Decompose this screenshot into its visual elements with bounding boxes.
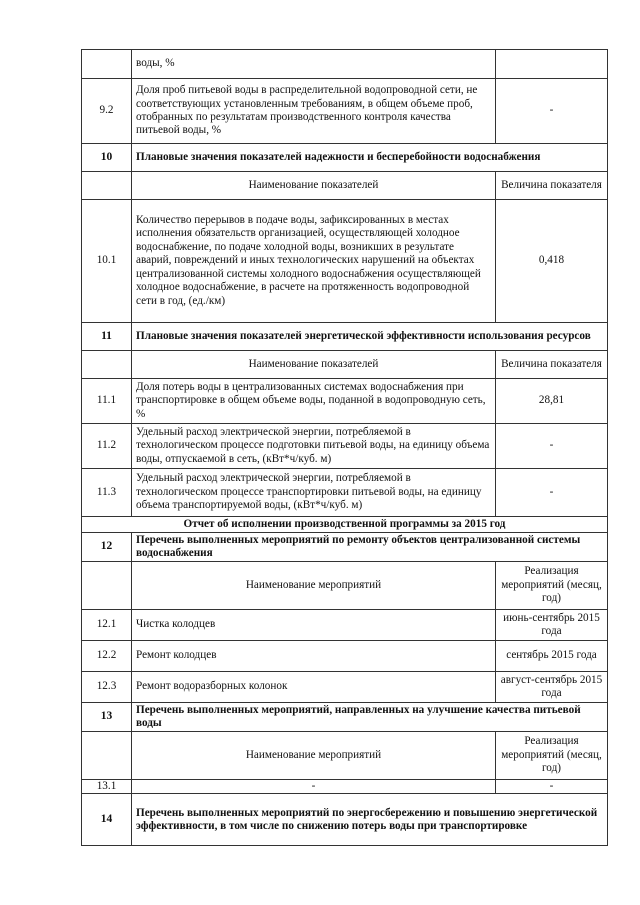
header-name: Наименование показателей — [132, 351, 496, 379]
row-text: Удельный расход электрической энергии, потребляемой в технологическом процессе транспортировки питьевой воды, на единицу объема транспортируемой воды, (кВт*ч/куб. м) — [132, 469, 496, 517]
table-row — [82, 379, 608, 424]
row-value: - — [496, 424, 608, 469]
row-value: - — [496, 780, 608, 794]
table-row — [82, 610, 608, 641]
row-text: Доля потерь воды в централизованных системах водоснабжения при транспортировке в общем объеме воды, поданной в водопроводную сеть, % — [132, 379, 496, 424]
row-number: 11.3 — [82, 469, 132, 517]
row-text: Удельный расход электрической энергии, потребляемой в технологическом процессе подготовки питьевой воды, на единицу объема воды, отпускаемой в сеть, (кВт*ч/куб. м) — [132, 424, 496, 469]
table-row — [82, 641, 608, 672]
header-value: Реализация мероприятий (месяц, год) — [496, 732, 608, 780]
row-number: 9.2 — [82, 79, 132, 144]
section-number: 14 — [82, 794, 132, 846]
section-number: 11 — [82, 323, 132, 351]
section-number: 10 — [82, 144, 132, 172]
row-text: воды, % — [132, 50, 496, 79]
row-number: 10.1 — [82, 200, 132, 323]
table-row — [82, 424, 608, 469]
column-header-row — [82, 732, 608, 780]
section-row — [82, 703, 608, 732]
section-number: 13 — [82, 703, 132, 732]
table-row — [82, 200, 608, 323]
row-value — [496, 50, 608, 79]
header-value: Величина показателя — [496, 351, 608, 379]
row-number: 12.3 — [82, 672, 132, 703]
row-value: июнь-сентябрь 2015 года — [496, 610, 608, 641]
row-value: - — [496, 79, 608, 144]
report-title-row — [82, 517, 608, 533]
row-value: 0,418 — [496, 200, 608, 323]
header-number-cell — [82, 351, 132, 379]
column-header-row — [82, 172, 608, 200]
report-title: Отчет об исполнении производственной программы за 2015 год — [82, 517, 608, 533]
row-value: 28,81 — [496, 379, 608, 424]
section-title: Плановые значения показателей энергетической эффективности использования ресурсов — [132, 323, 608, 351]
section-number: 12 — [82, 533, 132, 562]
header-name: Наименование мероприятий — [132, 732, 496, 780]
row-number — [82, 50, 132, 79]
row-number: 12.2 — [82, 641, 132, 672]
row-text: Чистка колодцев — [132, 610, 496, 641]
column-header-row — [82, 351, 608, 379]
section-row — [82, 323, 608, 351]
header-number-cell — [82, 732, 132, 780]
row-number: 11.1 — [82, 379, 132, 424]
section-row — [82, 144, 608, 172]
column-header-row — [82, 562, 608, 610]
row-number: 11.2 — [82, 424, 132, 469]
table-row — [82, 50, 608, 79]
row-text: Ремонт колодцев — [132, 641, 496, 672]
header-value: Реализация мероприятий (месяц, год) — [496, 562, 608, 610]
row-text: - — [132, 780, 496, 794]
row-value: - — [496, 469, 608, 517]
header-name: Наименование показателей — [132, 172, 496, 200]
section-title: Плановые значения показателей надежности и бесперебойности водоснабжения — [132, 144, 608, 172]
table-row — [82, 79, 608, 144]
row-text: Количество перерывов в подаче воды, зафиксированных в местах исполнения обязательств организацией, осуществляющей холодное водоснабжение, по подаче холодной воды, возникших в результате аварий, повреждений и иных технологических нарушений на объектах централизованной системы холодного водоснабжения осуществляющей холодное водоснабжение, в расчете на протяженность водопроводной сети в год, (ед./км) — [132, 200, 496, 323]
header-value: Величина показателя — [496, 172, 608, 200]
table-row — [82, 672, 608, 703]
header-name: Наименование мероприятий — [132, 562, 496, 610]
table-row — [82, 469, 608, 517]
section-title: Перечень выполненных мероприятий, направленных на улучшение качества питьевой воды — [132, 703, 608, 732]
section-title: Перечень выполненных мероприятий по ремонту объектов централизованной системы водоснабжения — [132, 533, 608, 562]
row-number: 13.1 — [82, 780, 132, 794]
document-table — [81, 49, 608, 846]
row-value: сентябрь 2015 года — [496, 641, 608, 672]
section-title: Перечень выполненных мероприятий по энергосбережению и повышению энергетической эффективности, в том числе по снижению потерь воды при транспортировке — [132, 794, 608, 846]
section-row — [82, 794, 608, 846]
row-number: 12.1 — [82, 610, 132, 641]
header-number-cell — [82, 172, 132, 200]
header-number-cell — [82, 562, 132, 610]
table-row — [82, 780, 608, 794]
row-value: август-сентябрь 2015 года — [496, 672, 608, 703]
row-text: Доля проб питьевой воды в распределительной водопроводной сети, не соответствующих установленным требованиям, в общем объеме проб, отобранных по результатам производственного контроля качества питьевой воды, % — [132, 79, 496, 144]
section-row — [82, 533, 608, 562]
row-text: Ремонт водоразборных колонок — [132, 672, 496, 703]
